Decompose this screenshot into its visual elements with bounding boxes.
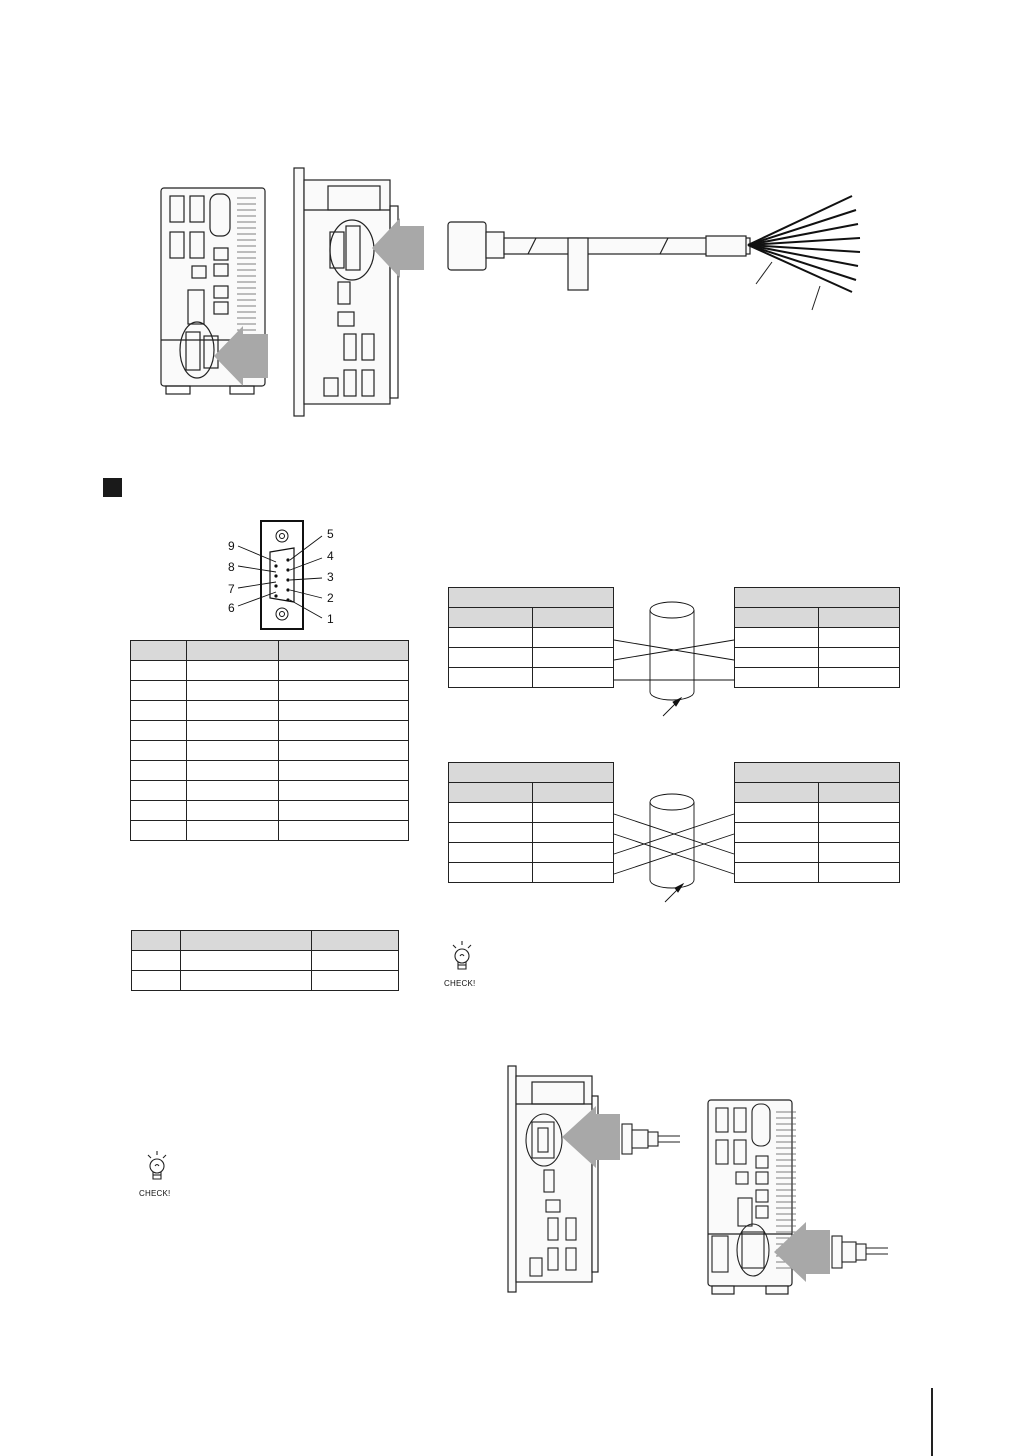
pin-number-label: 3: [327, 570, 334, 584]
check-label: CHECK!: [139, 1189, 171, 1198]
pin-number-label: 7: [228, 582, 235, 596]
pin-number-label: 6: [228, 601, 235, 615]
controller-front-view: [708, 1100, 792, 1294]
dsub-cable-plug: [832, 1236, 888, 1268]
controller-side-view: [508, 1066, 598, 1292]
check-label: CHECK!: [444, 979, 476, 988]
dsub-cable-plug: [622, 1124, 680, 1154]
pin-number-label: 4: [327, 549, 334, 563]
pin-number-label: 8: [228, 560, 235, 574]
pin-number-label: 5: [327, 527, 334, 541]
pin-number-label: 9: [228, 539, 235, 553]
pin-number-label: 1: [327, 612, 334, 626]
page-edge-rule: [931, 1388, 933, 1456]
pin-number-label: 2: [327, 591, 334, 605]
